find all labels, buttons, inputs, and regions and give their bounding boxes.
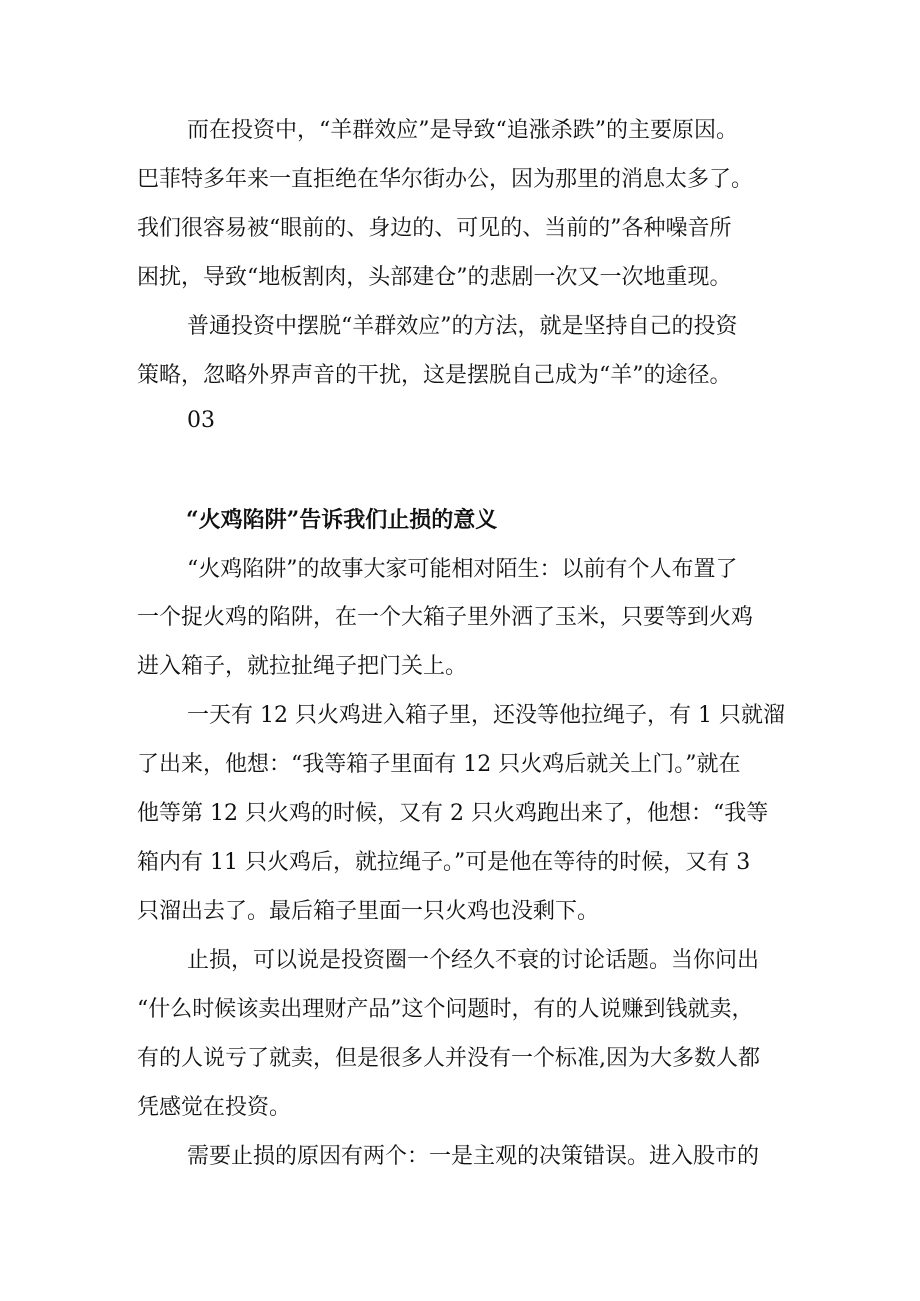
text-line: “什么时候该卖出理财产品”这个问题时，有的人说赚到钱就卖， — [137, 997, 754, 1022]
text-line: 只溜出去了。最后箱子里面一只火鸡也没剩下。 — [137, 899, 600, 924]
text-line: 一个捉火鸡的陷阱，在一个大箱子里外洒了玉米，只要等到火鸡 — [137, 605, 754, 630]
text-line: 他等第 12 只火鸡的时候，又有 2 只火鸡跑出来了，他想：“我等 — [137, 801, 769, 826]
text-line: 止损，可以说是投资圈一个经久不衰的讨论话题。当你问出 — [187, 948, 760, 973]
text-line: 我们很容易被“眼前的、身边的、可见的、当前的”各种噪音所 — [137, 216, 732, 241]
text-line: 一天有 12 只火鸡进入箱子里，还没等他拉绳子，有 1 只就溜 — [187, 703, 785, 728]
text-line: 凭感觉在投资。 — [137, 1095, 292, 1120]
text-line: 箱内有 11 只火鸡后，就拉绳子。”可是他在等待的时候，又有 3 — [137, 850, 751, 875]
section-number: 03 — [187, 408, 215, 433]
text-line: 进入箱子，就拉扯绳子把门关上。 — [137, 654, 468, 679]
text-line: 需要止损的原因有两个：一是主观的决策错误。进入股市的 — [187, 1144, 760, 1169]
text-line: 了出来，他想：“我等箱子里面有 12 只火鸡后就关上门。”就在 — [137, 752, 741, 777]
text-line: 策略，忽略外界声音的干扰，这是摆脱自己成为“羊”的途径。 — [137, 363, 732, 388]
text-line: 普通投资中摆脱“羊群效应”的方法，就是坚持自己的投资 — [187, 314, 738, 339]
text-line: “火鸡陷阱”的故事大家可能相对陌生：以前有个人布置了 — [187, 557, 738, 582]
text-line: 巴菲特多年来一直拒绝在华尔街办公，因为那里的消息太多了。 — [137, 167, 754, 192]
text-line: 困扰，导致“地板割肉，头部建仓”的悲剧一次又一次地重现。 — [137, 265, 732, 290]
text-line: 而在投资中，“羊群效应”是导致“追涨杀跌”的主要原因。 — [187, 118, 738, 143]
text-line: 有的人说亏了就卖，但是很多人并没有一个标准,因为大多数人都 — [137, 1046, 760, 1071]
section-heading: “火鸡陷阱”告诉我们止损的意义 — [186, 507, 498, 533]
